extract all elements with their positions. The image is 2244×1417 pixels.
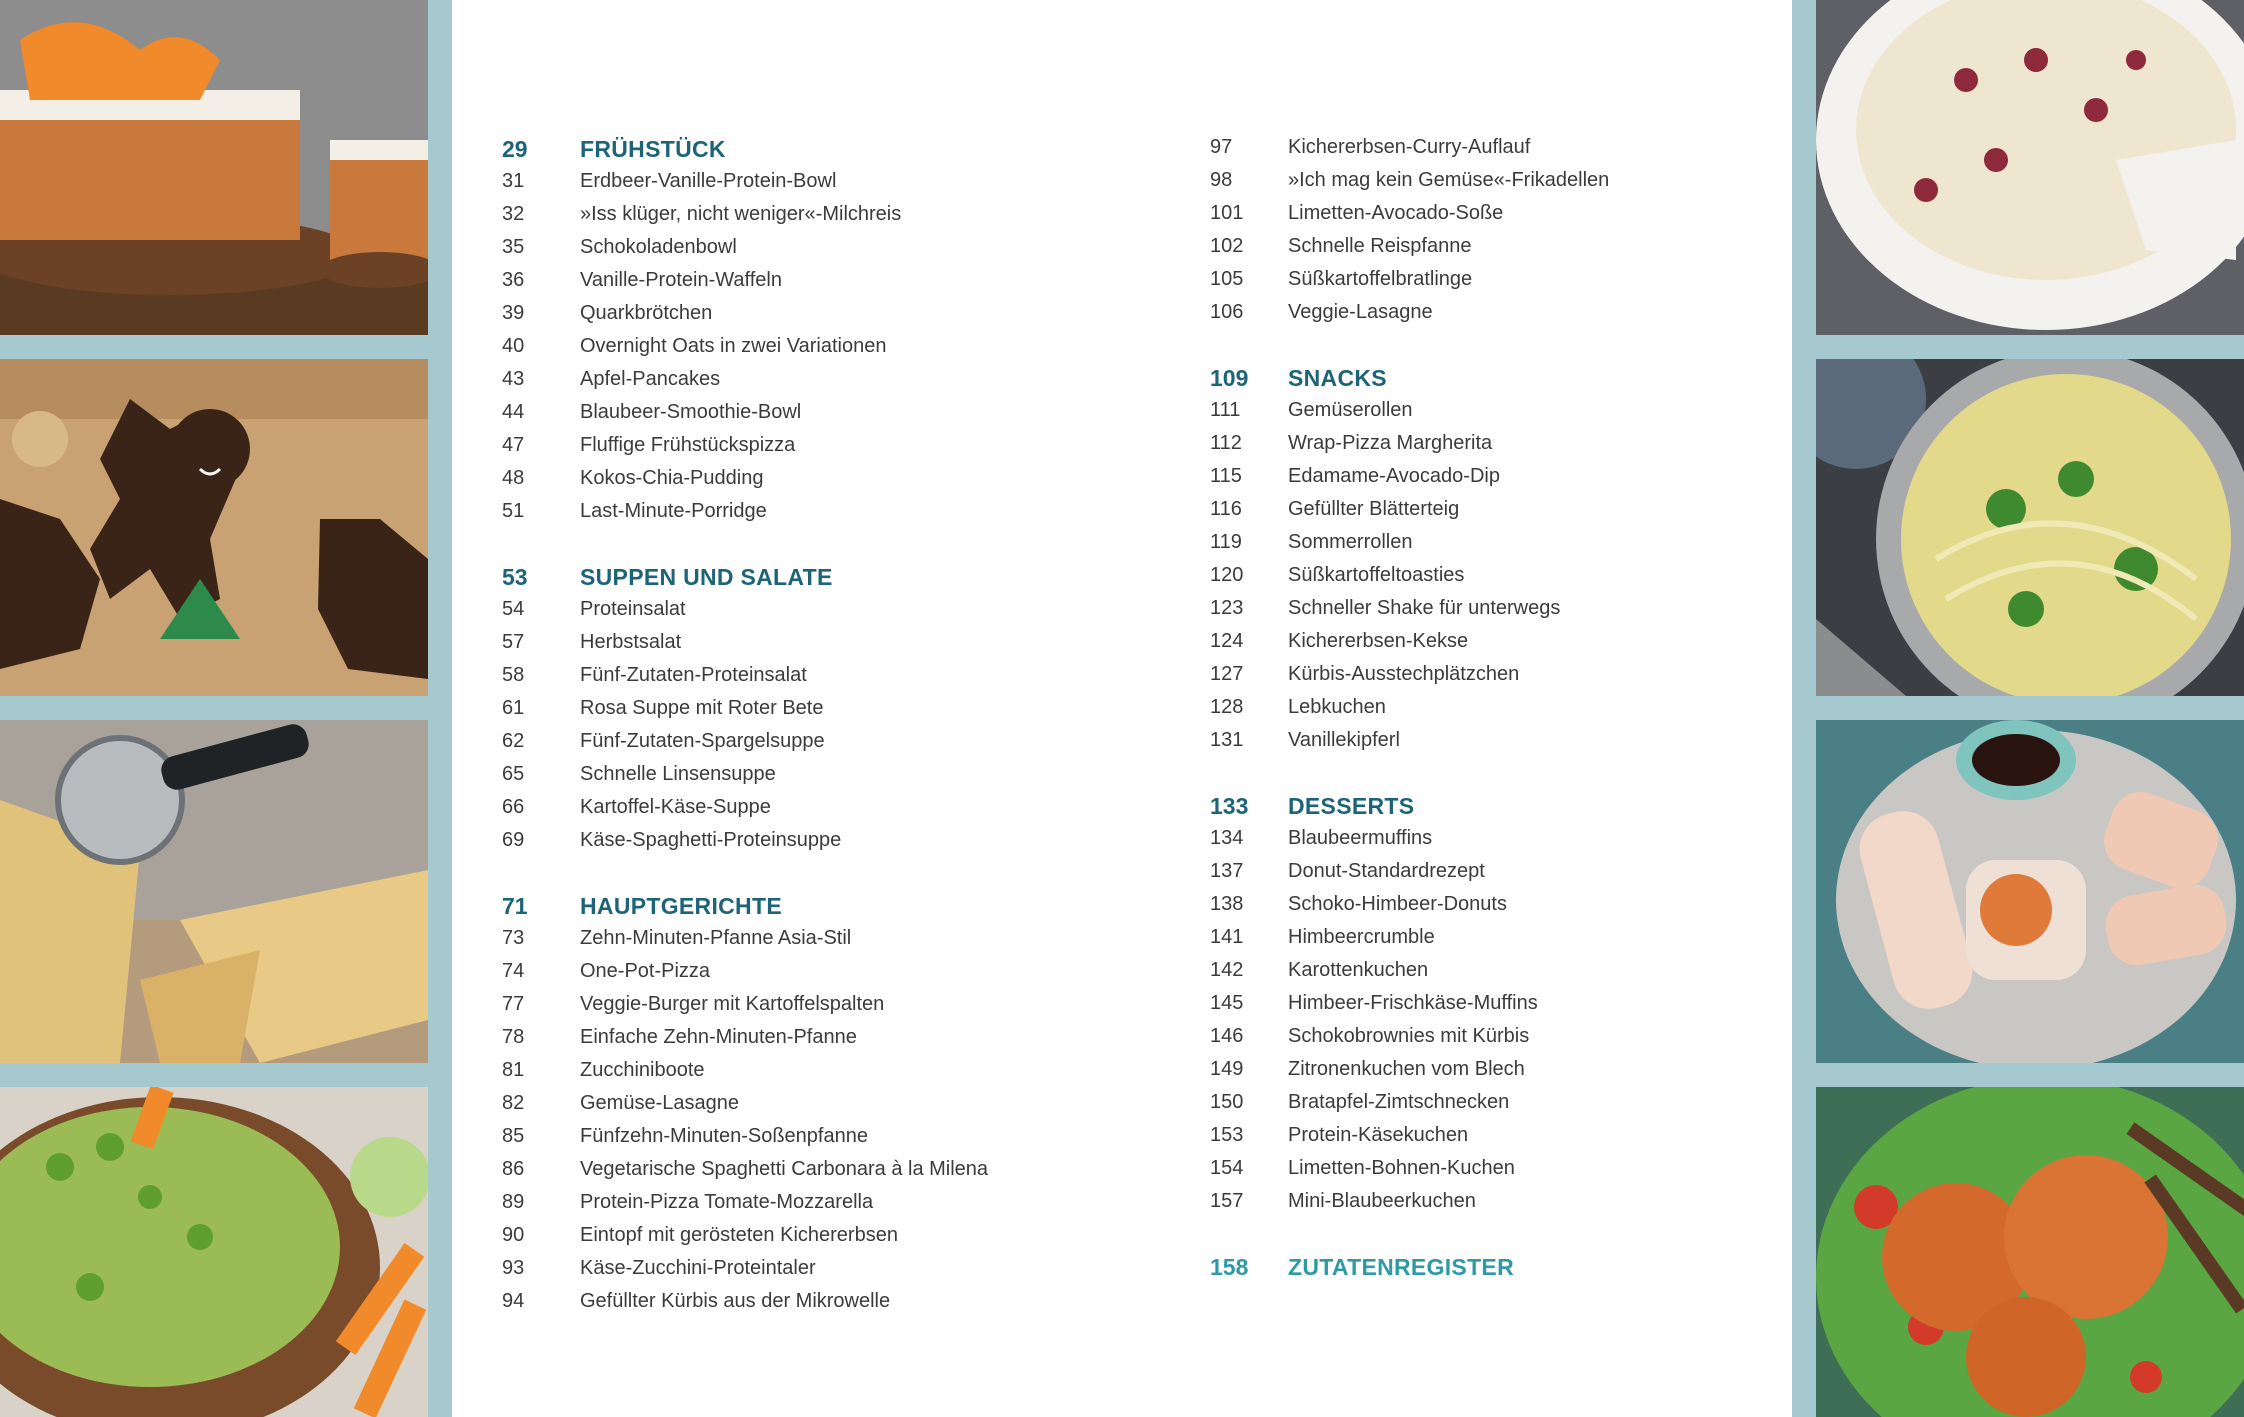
entry-page-number: 123 [1210, 597, 1244, 619]
toc-entry[interactable] [1210, 893, 1770, 926]
toc-entry[interactable] [1210, 663, 1770, 696]
entry-list [502, 170, 1142, 533]
toc-entry[interactable] [502, 664, 1142, 697]
entry-page-number: 93 [502, 1257, 525, 1279]
toc-entry[interactable] [502, 1092, 1142, 1125]
entry-title: Apfel-Pancakes [580, 368, 721, 390]
entry-title: Himbeer-Frischkäse-Muffins [1288, 992, 1538, 1014]
toc-entry[interactable] [1210, 827, 1770, 860]
cherry-cheesecake-photo [1816, 0, 2244, 335]
entry-title: Vanille-Protein-Waffeln [580, 269, 782, 291]
entry-page-number: 58 [502, 664, 525, 686]
entry-title: Lebkuchen [1288, 696, 1386, 718]
toc-entry[interactable] [1210, 465, 1770, 498]
toc-entry[interactable] [1210, 136, 1770, 169]
entry-title: Schokoladenbowl [580, 236, 737, 258]
section-page-number: 53 [502, 564, 528, 590]
toc-entry[interactable] [1210, 498, 1770, 531]
entry-page-number: 90 [502, 1224, 525, 1246]
entry-page-number: 32 [502, 203, 525, 225]
toc-entry[interactable] [502, 730, 1142, 763]
toc-section-hauptgerichte-continued [1210, 136, 1770, 334]
entry-page-number: 47 [502, 434, 525, 456]
entry-title: Zitronenkuchen vom Blech [1288, 1058, 1525, 1080]
toc-entry[interactable] [502, 763, 1142, 796]
toc-entry[interactable] [502, 203, 1142, 236]
toc-entry[interactable] [1210, 1058, 1770, 1091]
entry-page-number: 43 [502, 368, 525, 390]
section-page-number: 158 [1210, 1254, 1249, 1280]
entry-page-number: 153 [1210, 1124, 1244, 1146]
toc-section-hauptgerichte [502, 893, 1142, 1323]
entry-page-number: 142 [1210, 959, 1244, 981]
toc-entry[interactable] [502, 829, 1142, 862]
entry-title: Kürbis-Ausstechplätzchen [1288, 663, 1520, 685]
entry-title: Schokobrownies mit Kürbis [1288, 1025, 1530, 1047]
entry-title: »Iss klüger, nicht weniger«-Milchreis [580, 203, 902, 225]
toc-entry[interactable] [502, 1290, 1142, 1323]
entry-page-number: 146 [1210, 1025, 1244, 1047]
entry-title: Proteinsalat [580, 598, 686, 620]
toc-entry[interactable] [1210, 1190, 1770, 1223]
entry-title: Kartoffel-Käse-Suppe [580, 796, 771, 818]
entry-page-number: 106 [1210, 301, 1244, 323]
toc-entry[interactable] [502, 467, 1142, 500]
toc-section-fruehstueck [502, 136, 1142, 533]
entry-title: Käse-Spaghetti-Proteinsuppe [580, 829, 842, 851]
toc-entry[interactable] [502, 598, 1142, 631]
entry-page-number: 128 [1210, 696, 1244, 718]
entry-page-number: 66 [502, 796, 525, 818]
toc-entry[interactable] [1210, 301, 1770, 334]
section-title: ZUTATENREGISTER [1288, 1254, 1514, 1280]
toc-section-zutatenregister [1210, 1254, 1770, 1288]
entry-page-number: 40 [502, 335, 525, 357]
entry-title: Kichererbsen-Kekse [1288, 630, 1469, 652]
toc-section-desserts [1210, 793, 1770, 1223]
entry-title: Blaubeer-Smoothie-Bowl [580, 401, 802, 423]
toc-entry[interactable] [502, 401, 1142, 434]
entry-title: Last-Minute-Porridge [580, 500, 767, 522]
toc-entry[interactable] [1210, 235, 1770, 268]
section-heading[interactable] [502, 136, 1142, 170]
section-heading[interactable] [1210, 1254, 1770, 1288]
section-title: SNACKS [1288, 365, 1387, 391]
veggie-patty-salad-photo [1816, 1087, 2244, 1417]
entry-title: Vegetarische Spaghetti Carbonara à la Milena [580, 1158, 989, 1180]
entry-title: Karottenkuchen [1288, 959, 1429, 981]
entry-title: Fünf-Zutaten-Proteinsalat [580, 664, 807, 686]
left-photo-strip [0, 0, 428, 1417]
entry-page-number: 89 [502, 1191, 525, 1213]
section-heading[interactable] [1210, 793, 1770, 827]
section-heading[interactable] [1210, 365, 1770, 399]
toc-entry[interactable] [1210, 268, 1770, 301]
entry-title: Schneller Shake für unterwegs [1288, 597, 1561, 619]
toc-entry[interactable] [1210, 597, 1770, 630]
entry-page-number: 97 [1210, 136, 1233, 158]
summer-rolls-photo [1816, 720, 2244, 1063]
entry-page-number: 131 [1210, 729, 1244, 751]
entry-title: Süßkartoffelbratlinge [1288, 268, 1473, 290]
entry-title: Süßkartoffeltoasties [1288, 564, 1465, 586]
entry-page-number: 112 [1210, 432, 1242, 454]
toc-entry[interactable] [502, 434, 1142, 467]
entry-list [502, 598, 1142, 862]
table-of-contents-page [452, 0, 1792, 1417]
entry-title: Zucchiniboote [580, 1059, 705, 1081]
entry-page-number: 81 [502, 1059, 525, 1081]
toc-entry[interactable] [502, 1257, 1142, 1290]
toc-entry[interactable] [1210, 959, 1770, 992]
section-page-number: 133 [1210, 793, 1249, 819]
entry-page-number: 54 [502, 598, 525, 620]
entry-title: Schnelle Linsensuppe [580, 763, 776, 785]
entry-list [1210, 827, 1770, 1223]
toc-entry[interactable] [1210, 531, 1770, 564]
toc-entry[interactable] [1210, 1091, 1770, 1124]
entry-title: Fünfzehn-Minuten-Soßenpfanne [580, 1125, 868, 1147]
toc-entry[interactable] [502, 368, 1142, 401]
entry-title: Sommerrollen [1288, 531, 1413, 553]
entry-page-number: 48 [502, 467, 525, 489]
toc-entry[interactable] [502, 269, 1142, 302]
toc-entry[interactable] [1210, 696, 1770, 729]
entry-title: Donut-Standardrezept [1288, 860, 1485, 882]
entry-page-number: 124 [1210, 630, 1244, 652]
toc-entry[interactable] [1210, 630, 1770, 663]
entry-title: Einfache Zehn-Minuten-Pfanne [580, 1026, 857, 1048]
entry-title: Käse-Zucchini-Proteintaler [580, 1257, 816, 1279]
entry-title: Kokos-Chia-Pudding [580, 467, 764, 489]
noodle-soup-photo [1816, 359, 2244, 696]
toc-entry[interactable] [1210, 202, 1770, 235]
entry-page-number: 102 [1210, 235, 1244, 257]
entry-page-number: 78 [502, 1026, 525, 1048]
entry-page-number: 51 [502, 500, 525, 522]
entry-title: Fluffige Frühstückspizza [580, 434, 796, 456]
toc-entry[interactable] [1210, 992, 1770, 1025]
section-page-number: 29 [502, 136, 528, 162]
entry-page-number: 82 [502, 1092, 525, 1114]
entry-page-number: 154 [1210, 1157, 1244, 1179]
toc-entry[interactable] [502, 1026, 1142, 1059]
entry-title: Overnight Oats in zwei Variationen [580, 335, 887, 357]
entry-title: Kichererbsen-Curry-Auflauf [1288, 136, 1531, 158]
toc-entry[interactable] [1210, 169, 1770, 202]
entry-title: Herbstsalat [580, 631, 682, 653]
entry-page-number: 137 [1210, 860, 1244, 882]
entry-page-number: 105 [1210, 268, 1244, 290]
toc-entry[interactable] [1210, 926, 1770, 959]
entry-list [502, 927, 1142, 1323]
entry-title: Fünf-Zutaten-Spargelsuppe [580, 730, 825, 752]
toc-entry[interactable] [502, 302, 1142, 335]
toc-column-right [1210, 136, 1770, 1319]
entry-page-number: 150 [1210, 1091, 1244, 1113]
section-title: DESSERTS [1288, 793, 1415, 819]
entry-page-number: 85 [502, 1125, 525, 1147]
entry-page-number: 62 [502, 730, 525, 752]
toc-entry[interactable] [502, 1224, 1142, 1257]
toc-entry[interactable] [502, 1158, 1142, 1191]
entry-page-number: 119 [1210, 531, 1242, 553]
entry-page-number: 116 [1210, 498, 1242, 520]
entry-title: One-Pot-Pizza [580, 960, 711, 982]
entry-page-number: 74 [502, 960, 525, 982]
entry-title: Edamame-Avocado-Dip [1288, 465, 1500, 487]
entry-page-number: 101 [1210, 202, 1244, 224]
entry-title: Quarkbrötchen [580, 302, 713, 324]
entry-page-number: 141 [1210, 926, 1244, 948]
entry-page-number: 145 [1210, 992, 1244, 1014]
entry-title: Mini-Blaubeerkuchen [1288, 1190, 1476, 1212]
entry-list [1210, 399, 1770, 762]
entry-page-number: 149 [1210, 1058, 1244, 1080]
toc-entry[interactable] [1210, 399, 1770, 432]
entry-title: Gefüllter Kürbis aus der Mikrowelle [580, 1290, 891, 1312]
entry-page-number: 69 [502, 829, 525, 851]
toc-entry[interactable] [1210, 860, 1770, 893]
entry-page-number: 157 [1210, 1190, 1244, 1212]
entry-title: Bratapfel-Zimtschnecken [1288, 1091, 1510, 1113]
entry-title: Rosa Suppe mit Roter Bete [580, 697, 824, 719]
entry-title: Erdbeer-Vanille-Protein-Bowl [580, 170, 837, 192]
toc-section-suppen-und-salate [502, 564, 1142, 862]
entry-title: Limetten-Avocado-Soße [1288, 202, 1504, 224]
section-title: FRÜHSTÜCK [580, 136, 726, 162]
entry-title: Limetten-Bohnen-Kuchen [1288, 1157, 1515, 1179]
toc-entry[interactable] [1210, 1157, 1770, 1190]
section-title: HAUPTGERICHTE [580, 893, 782, 919]
toc-entry[interactable] [502, 960, 1142, 993]
toc-entry[interactable] [502, 697, 1142, 730]
entry-title: Blaubeermuffins [1288, 827, 1433, 849]
entry-title: Gemüse-Lasagne [580, 1092, 739, 1114]
entry-page-number: 35 [502, 236, 525, 258]
entry-page-number: 138 [1210, 893, 1244, 915]
entry-page-number: 127 [1210, 663, 1244, 685]
toc-column-left [502, 136, 1142, 1354]
section-page-number: 71 [502, 893, 528, 919]
entry-title: Gefüllter Blätterteig [1288, 498, 1460, 520]
entry-title: Veggie-Lasagne [1288, 301, 1433, 323]
entry-title: Schnelle Reispfanne [1288, 235, 1472, 257]
toc-section-snacks [1210, 365, 1770, 762]
entry-list [1210, 136, 1770, 334]
toc-entry[interactable] [502, 1125, 1142, 1158]
entry-page-number: 39 [502, 302, 525, 324]
toc-entry[interactable] [502, 927, 1142, 960]
entry-page-number: 65 [502, 763, 525, 785]
entry-page-number: 86 [502, 1158, 525, 1180]
toc-entry[interactable] [502, 335, 1142, 368]
entry-title: Eintopf mit gerösteten Kichererbsen [580, 1224, 898, 1246]
toc-entry[interactable] [1210, 729, 1770, 762]
toc-entry[interactable] [502, 170, 1142, 203]
entry-page-number: 57 [502, 631, 525, 653]
entry-title: Protein-Pizza Tomate-Mozzarella [580, 1191, 874, 1213]
section-title: SUPPEN UND SALATE [580, 564, 833, 590]
gingerbread-cookies-photo [0, 359, 428, 696]
toc-entry[interactable] [502, 796, 1142, 829]
entry-page-number: 31 [502, 170, 525, 192]
toc-entry[interactable] [502, 236, 1142, 269]
entry-page-number: 77 [502, 993, 525, 1015]
edamame-dip-photo [0, 1087, 428, 1417]
entry-title: Veggie-Burger mit Kartoffelspalten [580, 993, 885, 1015]
entry-page-number: 36 [502, 269, 525, 291]
section-page-number: 109 [1210, 365, 1249, 391]
entry-title: Protein-Käsekuchen [1288, 1124, 1469, 1146]
entry-title: Schoko-Himbeer-Donuts [1288, 893, 1507, 915]
toc-entry[interactable] [502, 1059, 1142, 1092]
entry-page-number: 44 [502, 401, 525, 423]
entry-page-number: 120 [1210, 564, 1244, 586]
entry-page-number: 111 [1210, 399, 1241, 421]
toc-entry[interactable] [502, 993, 1142, 1026]
entry-page-number: 134 [1210, 827, 1244, 849]
entry-page-number: 61 [502, 697, 525, 719]
section-heading[interactable] [502, 893, 1142, 927]
right-photo-strip [1816, 0, 2244, 1417]
entry-page-number: 94 [502, 1290, 525, 1312]
toc-entry[interactable] [1210, 1025, 1770, 1058]
entry-page-number: 73 [502, 927, 525, 949]
entry-title: Wrap-Pizza Margherita [1288, 432, 1493, 454]
toc-entry[interactable] [502, 500, 1142, 533]
carrot-cake-photo [0, 0, 428, 335]
toc-entry[interactable] [1210, 432, 1770, 465]
entry-title: Zehn-Minuten-Pfanne Asia-Stil [580, 927, 852, 949]
entry-page-number: 115 [1210, 465, 1242, 487]
toc-entry[interactable] [502, 631, 1142, 664]
toc-entry[interactable] [502, 1191, 1142, 1224]
entry-title: Himbeercrumble [1288, 926, 1435, 948]
toc-entry[interactable] [1210, 1124, 1770, 1157]
cauliflower-pizza-photo [0, 720, 428, 1063]
entry-title: Vanillekipferl [1288, 729, 1400, 751]
entry-title: »Ich mag kein Gemüse«-Frikadellen [1288, 169, 1610, 191]
entry-page-number: 98 [1210, 169, 1233, 191]
entry-title: Gemüserollen [1288, 399, 1413, 421]
toc-entry[interactable] [1210, 564, 1770, 597]
section-heading[interactable] [502, 564, 1142, 598]
